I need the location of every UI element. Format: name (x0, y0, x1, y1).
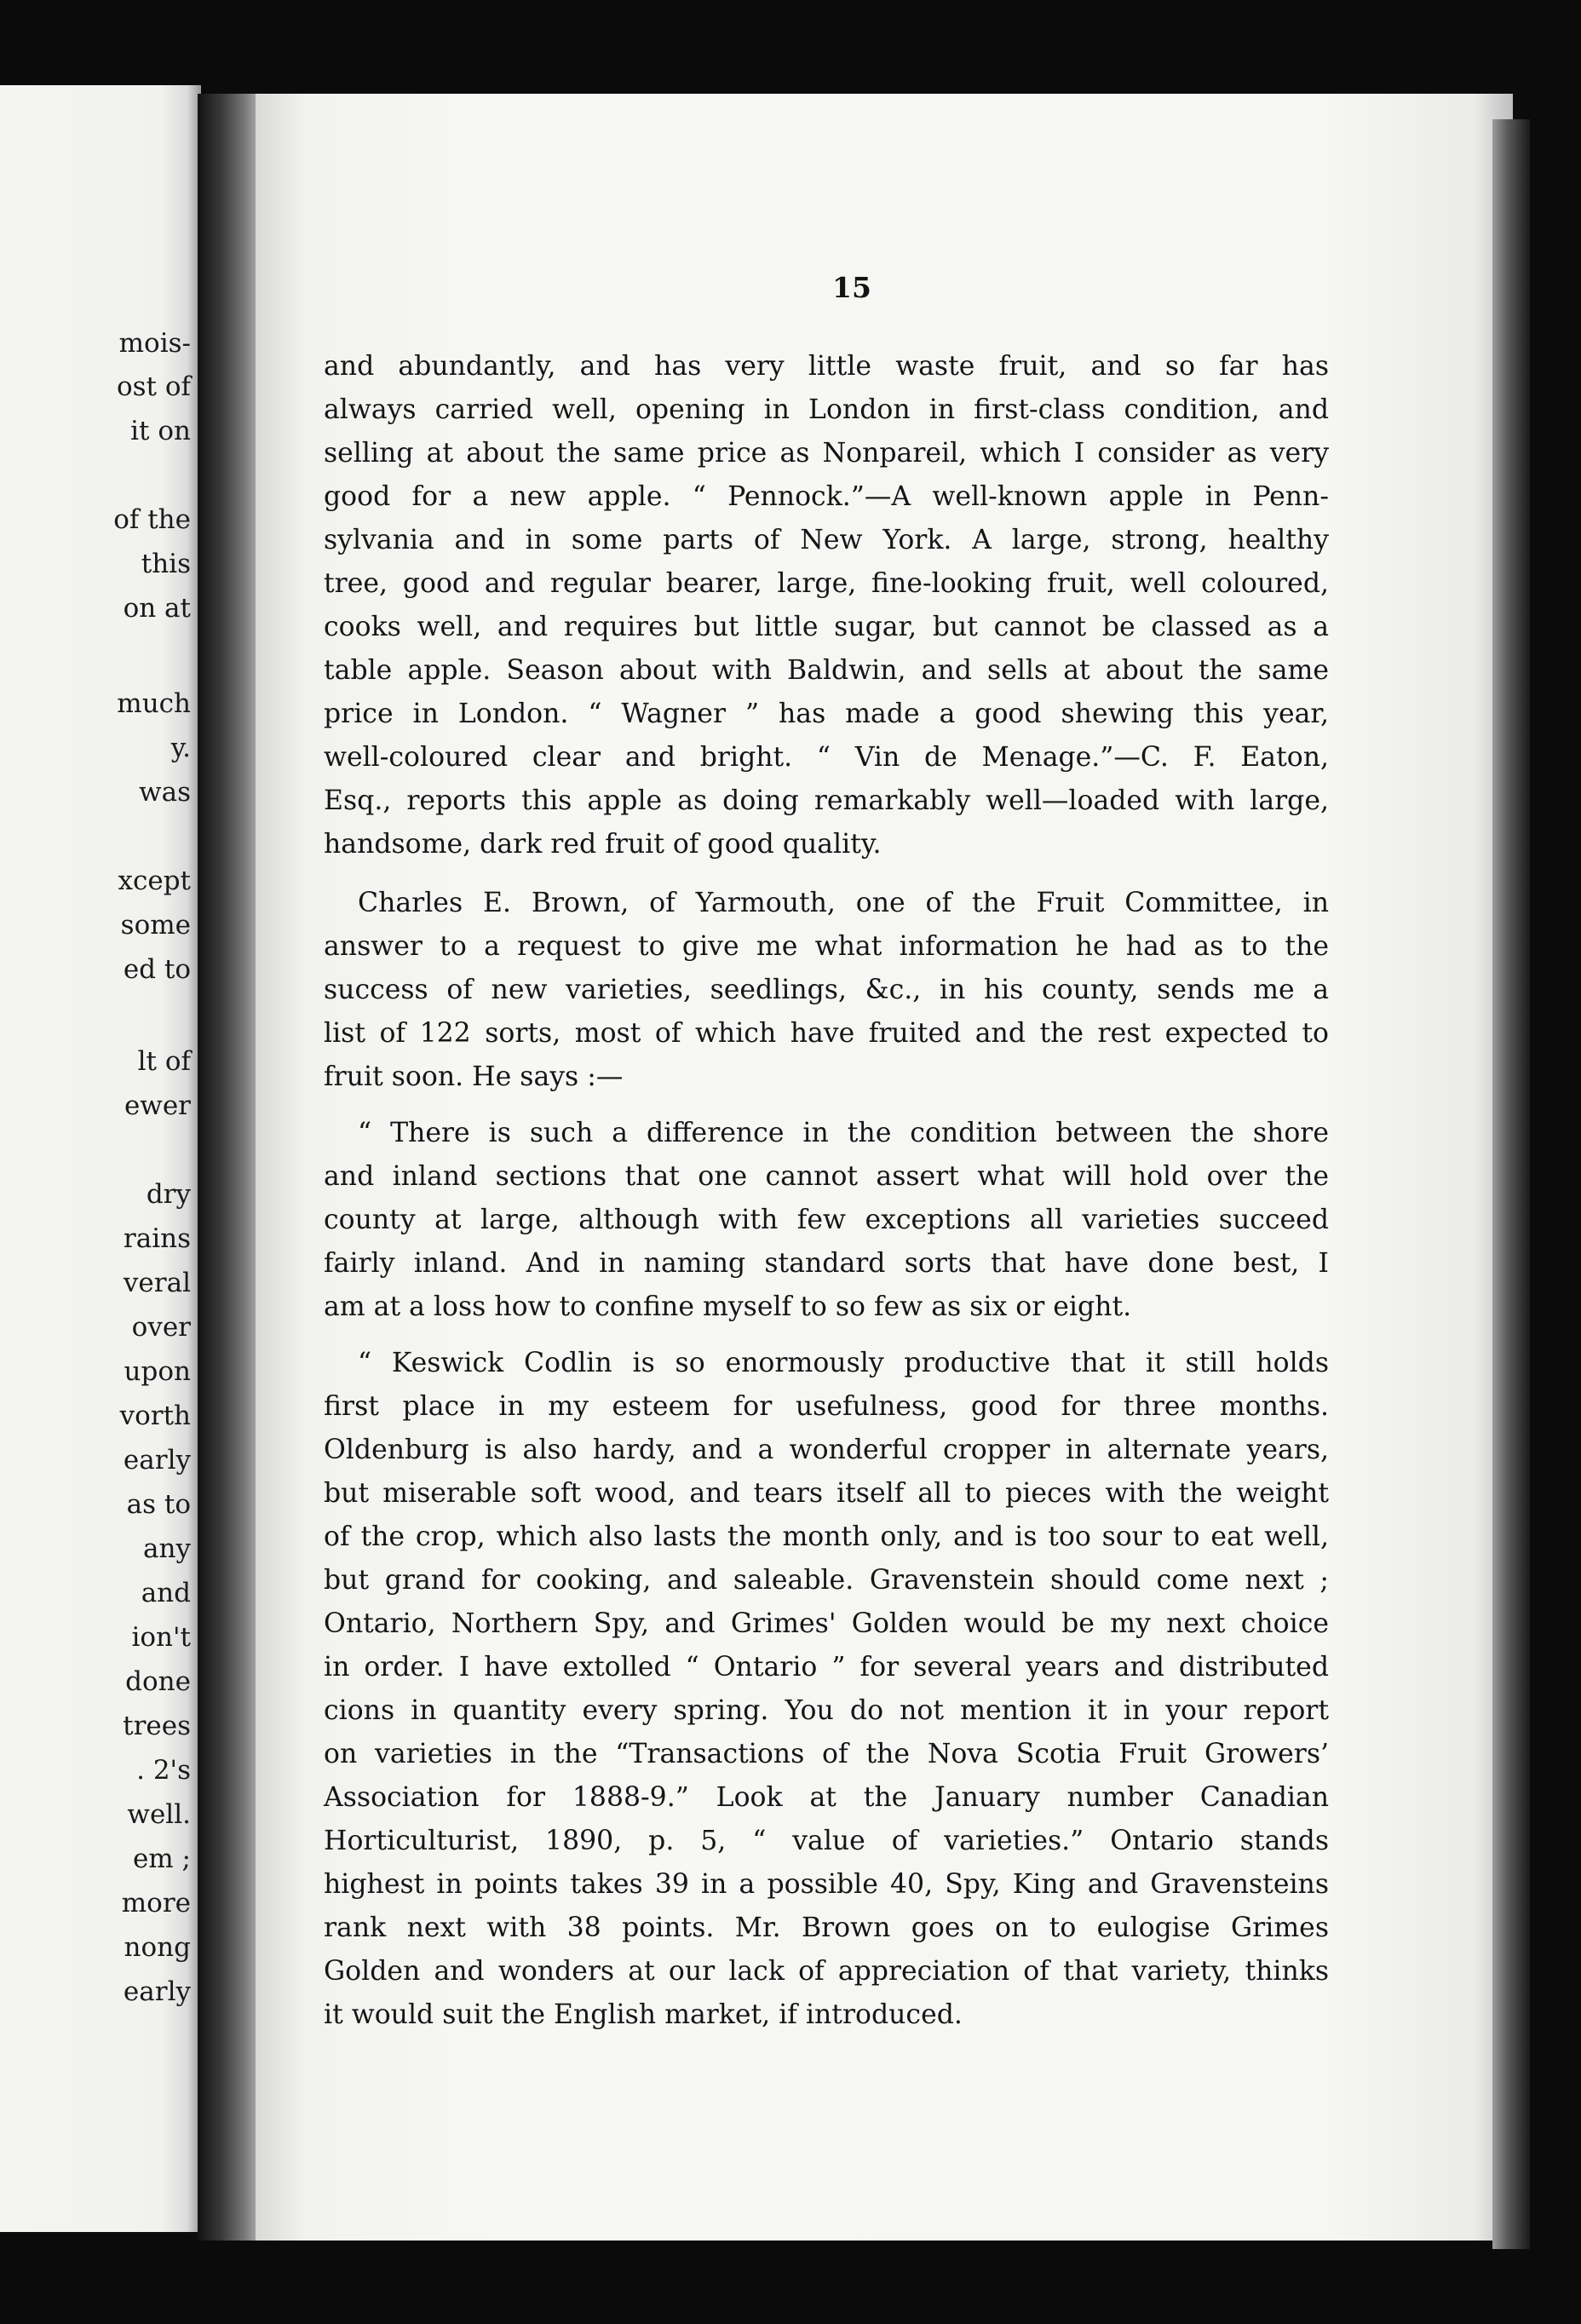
text-line: of the crop, which also lasts the month only, and is too sour to eat well, (324, 1522, 1329, 1552)
previous-page-fragment: lt of (137, 1046, 191, 1077)
previous-page-fragment: mois- (118, 328, 191, 359)
text-line: sylvania and in some parts of New York. A large, strong, healthy (324, 525, 1329, 555)
text-line: well-coloured clear and bright. “ Vin de Menage.”—C. F. Eaton, (324, 742, 1329, 773)
previous-page-fragment: vorth (119, 1401, 191, 1431)
text-line: cooks well, and requires but little sugar, but cannot be classed as a (324, 612, 1329, 642)
text-line: Oldenburg is also hardy, and a wonderful cropper in alternate years, (324, 1435, 1329, 1465)
previous-page-fragment: over (131, 1312, 191, 1343)
text-line: handsome, dark red fruit of good quality. (324, 829, 882, 860)
previous-page-fragment: as to (126, 1489, 191, 1520)
text-line: but miserable soft wood, and tears itself all to pieces with the weight (324, 1478, 1329, 1509)
previous-page-fragment: of the (113, 504, 191, 535)
text-line: cions in quantity every spring. You do not mention it in your report (324, 1695, 1329, 1726)
previous-page-fragment: . 2's (136, 1755, 191, 1786)
previous-page-edge (0, 85, 201, 2232)
previous-page-fragment: some (120, 910, 191, 941)
previous-page-fragment: well. (127, 1799, 191, 1830)
previous-page-fragment: early (123, 1445, 191, 1476)
text-line: am at a loss how to confine myself to so few as six or eight. (324, 1291, 1132, 1322)
text-line: rank next with 38 points. Mr. Brown goes on to eulogise Grimes (324, 1913, 1329, 1943)
previous-page-fragment: xcept (118, 866, 191, 896)
text-line: first place in my esteem for usefulness, good for three months. (324, 1391, 1329, 1422)
previous-page-fragment: y. (170, 733, 191, 763)
text-line: tree, good and regular bearer, large, fine-looking fruit, well coloured, (324, 568, 1329, 599)
previous-page-fragment: done (125, 1666, 191, 1697)
text-line: Charles E. Brown, of Yarmouth, one of the Fruit Committee, in (358, 888, 1329, 918)
text-line: Horticulturist, 1890, p. 5, “ value of varieties.” Ontario stands (324, 1826, 1329, 1856)
previous-page-fragment: any (143, 1533, 191, 1564)
text-line: selling at about the same price as Nonpareil, which I consider as very (324, 438, 1329, 469)
previous-page-fragment: dry (146, 1179, 191, 1210)
text-line: price in London. “ Wagner ” has made a good shewing this year, (324, 699, 1329, 729)
previous-page-fragment: much (117, 688, 191, 719)
text-line: highest in points takes 39 in a possible 40, Spy, King and Gravensteins (324, 1869, 1329, 1900)
text-line: on varieties in the “Transactions of the Nova Scotia Fruit Growers’ (324, 1739, 1329, 1769)
text-line: and abundantly, and has very little waste fruit, and so far has (324, 351, 1329, 382)
previous-page-fragment: veral (123, 1268, 191, 1298)
text-line: it would suit the English market, if introduced. (324, 1999, 963, 2030)
text-line: fairly inland. And in naming standard sorts that have done best, I (324, 1248, 1329, 1279)
text-line: always carried well, opening in London in first-class condition, and (324, 394, 1329, 425)
text-line: county at large, although with few exceptions all varieties succeed (324, 1205, 1329, 1235)
text-line: “ There is such a difference in the condition between the shore (358, 1118, 1329, 1148)
text-line: Ontario, Northern Spy, and Grimes' Golden would be my next choice (324, 1608, 1329, 1639)
text-line: Golden and wonders at our lack of appreciation of that variety, thinks (324, 1956, 1329, 1987)
previous-page-fragment: trees (123, 1711, 191, 1741)
previous-page-fragment: and (141, 1578, 191, 1608)
previous-page-fragment: upon (124, 1356, 191, 1387)
text-line: but grand for cooking, and saleable. Gravenstein should come next ; (324, 1565, 1329, 1596)
text-line: good for a new apple. “ Pennock.”—A well-known apple in Penn- (324, 481, 1329, 512)
text-line: Esq., reports this apple as doing remarkably well—loaded with large, (324, 785, 1329, 816)
previous-page-fragment: it on (130, 416, 191, 446)
previous-page-fragment: on at (123, 593, 191, 624)
text-line: list of 122 sorts, most of which have fruited and the rest expected to (324, 1018, 1329, 1049)
text-line: answer to a request to give me what information he had as to the (324, 931, 1329, 962)
text-line: success of new varieties, seedlings, &c., in his county, sends me a (324, 975, 1329, 1005)
previous-page-fragment: more (121, 1888, 191, 1918)
text-line: and inland sections that one cannot assert what will hold over the (324, 1161, 1329, 1192)
previous-page-fragment: nong (124, 1932, 191, 1963)
text-line: Association for 1888-9.” Look at the January number Canadian (324, 1782, 1329, 1813)
previous-page-fragment: was (139, 777, 191, 808)
text-line: “ Keswick Codlin is so enormously productive that it still holds (358, 1348, 1329, 1378)
previous-page-fragment: ion't (131, 1622, 191, 1653)
text-line: fruit soon. He says :— (324, 1061, 624, 1092)
page-edge-shadow (1492, 119, 1530, 2249)
previous-page-fragment: early (123, 1976, 191, 2007)
previous-page-fragment: this (141, 549, 191, 579)
text-line: in order. I have extolled “ Ontario ” for several years and distributed (324, 1652, 1329, 1683)
previous-page-fragment: ost of (116, 371, 191, 402)
previous-page-fragment: em ; (132, 1844, 191, 1874)
text-line: table apple. Season about with Baldwin, and sells at about the same (324, 655, 1329, 686)
previous-page-fragment: ed to (123, 954, 191, 985)
previous-page-fragment: ewer (124, 1090, 191, 1121)
previous-page-fragment: rains (123, 1223, 191, 1254)
page-number: 15 (832, 271, 871, 304)
